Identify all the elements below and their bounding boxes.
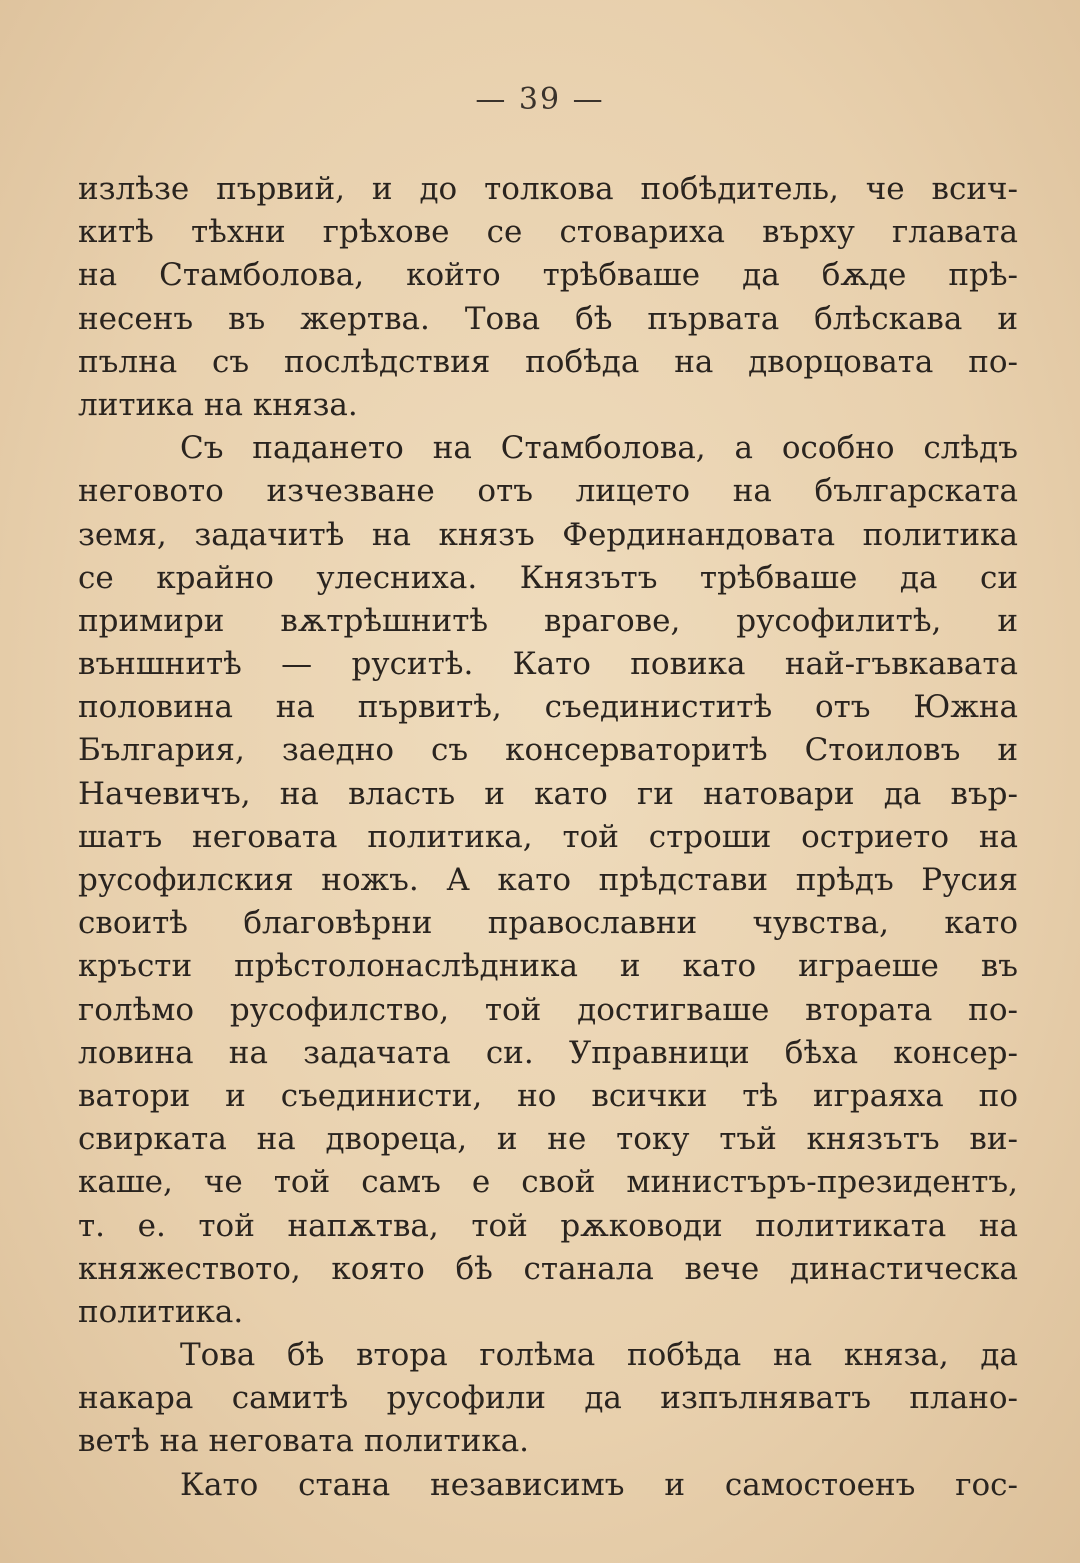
- text-line: земя, задачитѣ на князъ Фердинандовата политика: [78, 516, 1018, 553]
- text-line: голѣмо русофилство, той достигваше втората по-: [78, 991, 1018, 1028]
- text-line: Като стана независимъ и самостоенъ гос-: [180, 1466, 1018, 1503]
- text-line: излѣзе първий, и до толкова побѣдитель, че всич-: [78, 171, 1018, 207]
- text-line: каше, че той самъ е свой министъръ-президентъ,: [78, 1164, 1018, 1201]
- text-line: китѣ тѣхни грѣхове се стовариха върху главата: [78, 214, 1018, 251]
- text-line: ловина на задачата си. Управници бѣха консер-: [78, 1034, 1018, 1071]
- text-line: политика.: [78, 1293, 244, 1330]
- text-line: Съ падането на Стамболова, а особно слѣдъ: [180, 430, 1018, 467]
- text-line: ватори и съединисти, но всички тѣ играяха по: [78, 1077, 1018, 1114]
- text-line: ветѣ на неговата политика.: [78, 1423, 530, 1460]
- text-line: кръсти прѣстолонаслѣдника и като играеше въ: [78, 948, 1018, 985]
- text-line: накара самитѣ русофили да изпълняватъ плано-: [78, 1380, 1018, 1417]
- text-line: шатъ неговата политика, той строши острието на: [78, 818, 1018, 855]
- text-line: русофилския ножъ. А като прѣдстави прѣдъ Русия: [78, 862, 1018, 898]
- text-line: литика на княза.: [78, 386, 358, 423]
- text-line: своитѣ благовѣрни православни чувства, като: [78, 905, 1018, 942]
- text-line: пълна съ послѣдствия побѣда на дворцовата по-: [78, 343, 1018, 380]
- text-line: княжеството, която бѣ станала вече династическа: [78, 1250, 1018, 1287]
- body-text: [78, 168, 1018, 1507]
- page-number: — 39 —: [475, 82, 605, 117]
- text-line: примири вѫтрѣшнитѣ врагове, русофилитѣ, и: [78, 602, 1018, 639]
- text-line: България, заедно съ консерваторитѣ Стоиловъ и: [78, 732, 1018, 769]
- text-line: на Стамболова, който трѣбваше да бѫде прѣ-: [78, 257, 1018, 294]
- text-line: се крайно улесниха. Князътъ трѣбваше да си: [78, 559, 1018, 596]
- text-line: т. е. той напѫтва, той рѫководи политиката на: [78, 1207, 1018, 1244]
- text-line: Това бѣ втора голѣма побѣда на княза, да: [180, 1337, 1018, 1374]
- text-line: половина на първитѣ, съединиститѣ отъ Южна: [78, 689, 1018, 726]
- text-line: неговото изчезване отъ лицето на българската: [78, 473, 1018, 510]
- text-line: свирката на двореца, и не току тъй князътъ ви-: [78, 1121, 1018, 1158]
- text-line: Начевичъ, на власть и като ги натовари да вър-: [78, 775, 1018, 812]
- text-line: несенъ въ жертва. Това бѣ първата блѣскава и: [78, 300, 1018, 337]
- text-line: външнитѣ — руситѣ. Като повика най-гъвкавата: [78, 646, 1018, 683]
